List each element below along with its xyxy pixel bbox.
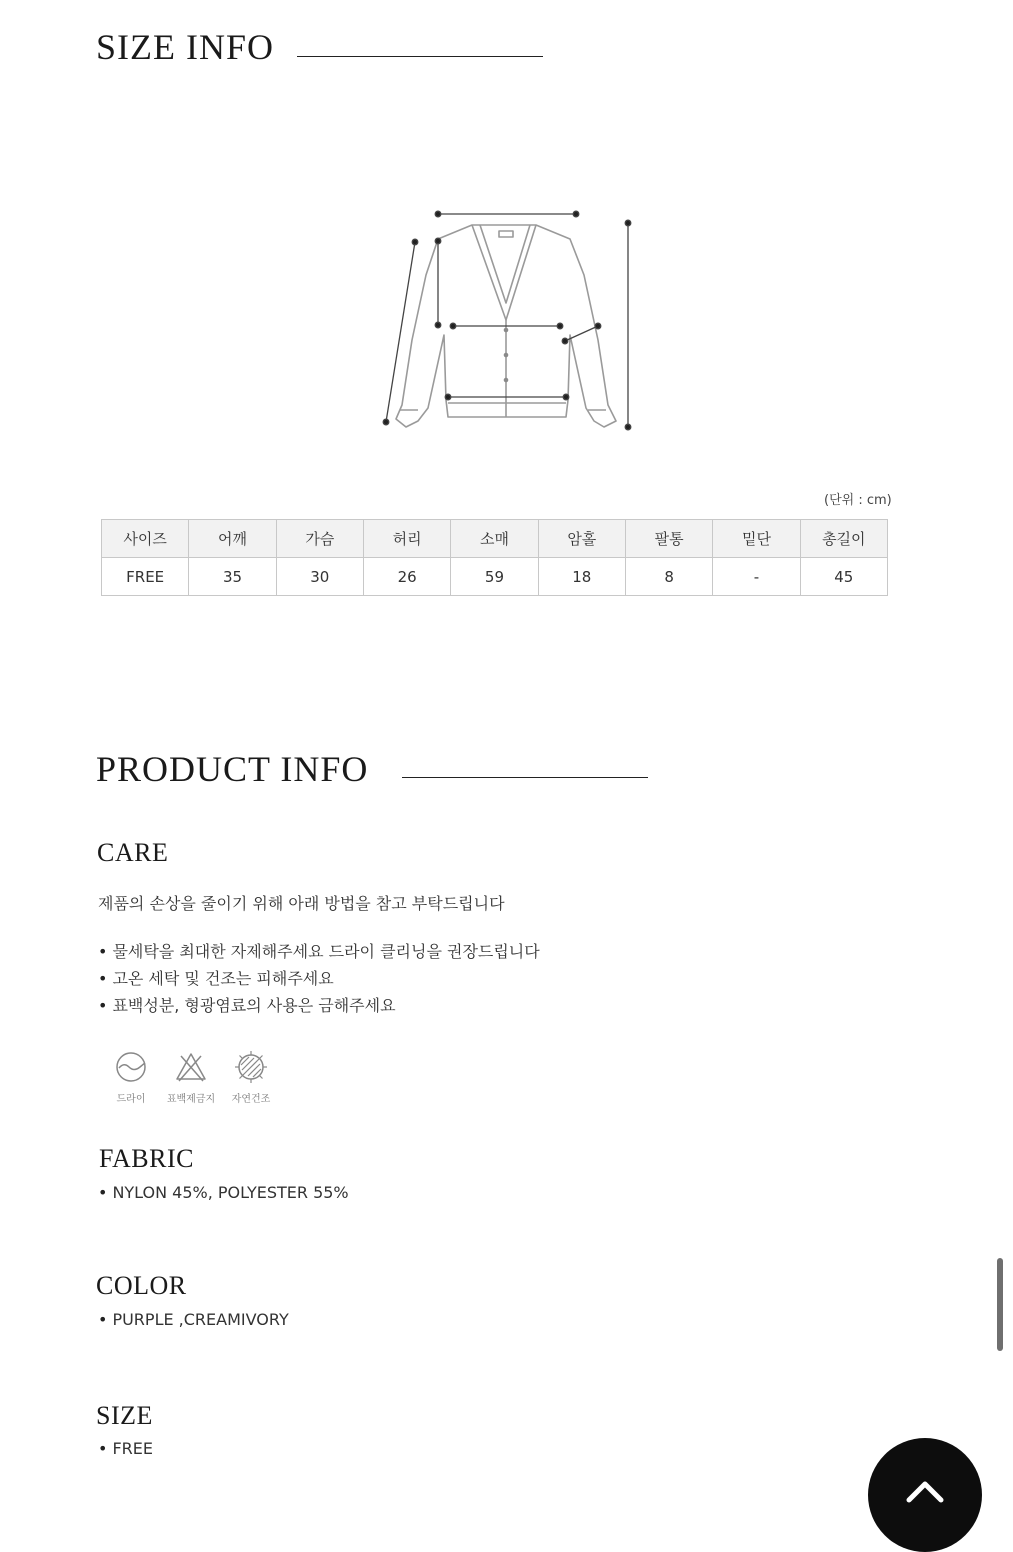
size-table-header-row: [102, 520, 888, 558]
care-icon-item: [228, 1050, 274, 1105]
product-info-heading-rule: [402, 777, 648, 778]
fabric-heading: FABRIC: [99, 1144, 194, 1173]
size-list: [98, 1435, 153, 1462]
table-row: [102, 558, 888, 596]
list-item: • 물세탁을 최대한 자제해주세요 드라이 클리닝을 권장드립니다: [98, 938, 540, 965]
size-table-cell: 8: [625, 558, 712, 596]
list-item: • 고온 세탁 및 건조는 피해주세요: [98, 965, 540, 992]
size-table-cell: -: [713, 558, 800, 596]
care-list: [98, 938, 540, 1019]
care-heading: CARE: [97, 838, 169, 867]
size-table-header: 허리: [363, 520, 450, 558]
natural-dry-icon: [234, 1050, 268, 1084]
scrollbar-thumb[interactable]: [997, 1258, 1003, 1351]
care-icon-label: 자연건조: [231, 1094, 271, 1105]
list-item: • FREE: [98, 1435, 153, 1462]
size-table-cell: 35: [189, 558, 276, 596]
size-table-header: 사이즈: [102, 520, 189, 558]
care-icon-label: 드라이: [116, 1094, 146, 1105]
color-heading: COLOR: [96, 1271, 187, 1300]
size-info-heading-rule: [297, 56, 543, 57]
care-icons: [108, 1050, 274, 1105]
size-table-cell: 30: [276, 558, 363, 596]
list-item: • PURPLE ,CREAMIVORY: [98, 1306, 289, 1333]
size-heading: SIZE: [96, 1401, 153, 1430]
list-item: • 표백성분, 형광염료의 사용은 금해주세요: [98, 992, 540, 1019]
care-intro: 제품의 손상을 줄이기 위해 아래 방법을 참고 부탁드립니다: [98, 894, 505, 913]
size-table-header: 밑단: [713, 520, 800, 558]
care-icon-label: 표백제금지: [166, 1094, 216, 1105]
dry-clean-icon: [114, 1050, 148, 1084]
size-table-cell: 45: [800, 558, 887, 596]
size-table-cell: 26: [363, 558, 450, 596]
size-table-header: 가슴: [276, 520, 363, 558]
scroll-to-top-button[interactable]: [868, 1438, 982, 1552]
care-icon-item: [108, 1050, 154, 1105]
no-bleach-icon: [174, 1050, 208, 1084]
color-list: [98, 1306, 289, 1333]
size-table-cell: 59: [451, 558, 538, 596]
size-table-header: 어깨: [189, 520, 276, 558]
size-info-heading: SIZE INFO: [96, 27, 274, 67]
size-table-cell: FREE: [102, 558, 189, 596]
size-table-header: 소매: [451, 520, 538, 558]
list-item: • NYLON 45%, POLYESTER 55%: [98, 1179, 349, 1206]
size-table-header: 팔통: [625, 520, 712, 558]
size-table-cell: 18: [538, 558, 625, 596]
care-icon-item: [168, 1050, 214, 1105]
product-info-heading: PRODUCT INFO: [96, 749, 369, 789]
size-table-header: 암홀: [538, 520, 625, 558]
size-table-header: 총길이: [800, 520, 887, 558]
unit-note: (단위 : cm): [824, 493, 892, 508]
fabric-list: [98, 1179, 349, 1206]
chevron-up-icon: [905, 1478, 945, 1504]
size-table: [101, 519, 888, 596]
cardigan-measurement-diagram: [380, 205, 640, 440]
